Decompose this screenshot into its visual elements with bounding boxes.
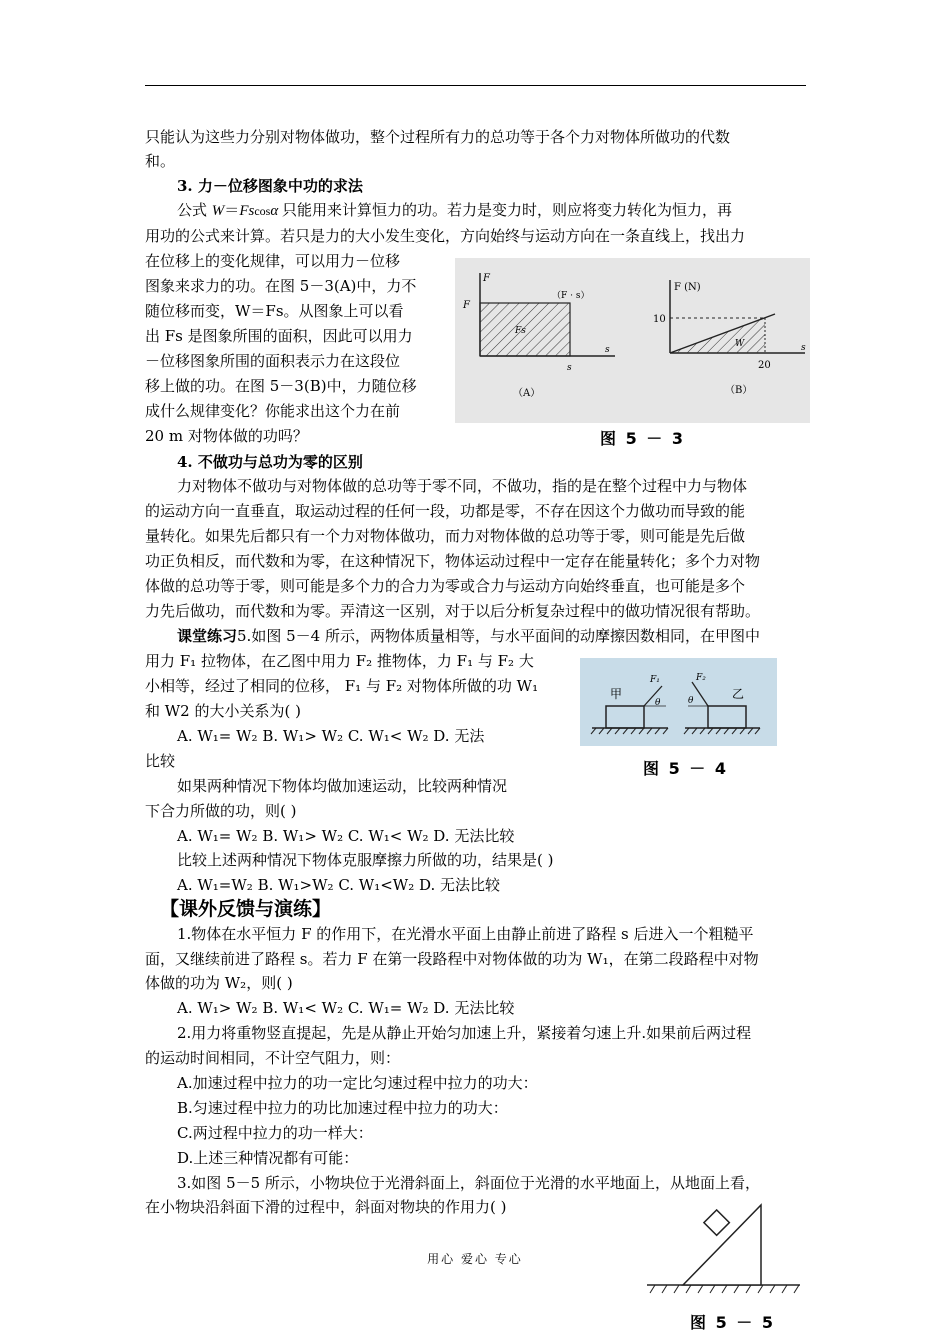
- option: A.加速过程中拉力的功一定比匀速过程中拉力的功大：: [177, 1074, 538, 1092]
- text-line: 力对物体不做功与对物体做的总功等于零不同，不做功，指的是在整个过程中力与物体: [177, 477, 748, 495]
- text-line: 20 m 对物体做的功吗？: [145, 427, 308, 445]
- text-line: 图象来求力的功。在图 5－3(A)中，力不: [145, 277, 417, 295]
- section-heading-feedback: 【课外反馈与演练】: [160, 898, 332, 920]
- svg-text:θ: θ: [688, 696, 694, 706]
- figure-5-3: [455, 258, 810, 423]
- figure-5-5-caption: 图 5 － 5: [690, 1313, 775, 1332]
- text-line: 用功的公式来计算。若只是力的大小发生变化，方向始终与运动方向在一条直线上，找出力: [145, 227, 746, 245]
- text-line: 用力 F₁ 拉物体，在乙图中用力 F₂ 推物体，力 F₁ 与 F₂ 大: [145, 652, 534, 670]
- options-line: A. W₁= W₂ B. W₁> W₂ C. W₁< W₂ D. 无法比较: [177, 827, 515, 845]
- option: D.上述三种情况都有可能：: [177, 1149, 359, 1167]
- text-line: 的运动时间相同，不计空气阻力，则：: [145, 1049, 401, 1067]
- text-line: 体做的功为 W₂，则( ): [145, 974, 293, 992]
- text-line: 随位移而变，W＝Fs。从图象上可以看: [145, 302, 404, 320]
- text-line: 如果两种情况下物体均做加速运动，比较两种情况: [177, 777, 508, 795]
- options-line: A. W₁= W₂ B. W₁> W₂ C. W₁< W₂ D. 无法: [177, 727, 485, 745]
- text-line: 比较上述两种情况下物体克服摩擦力所做的功，结果是( ): [177, 851, 554, 869]
- text-line: 和。: [145, 152, 176, 170]
- formula: W＝Fscosα: [211, 203, 279, 219]
- text-line: 3.如图 5－5 所示，小物块位于光滑斜面上，斜面位于光滑的水平地面上，从地面上看，: [177, 1174, 760, 1192]
- text-line: 出 Fs 是图象所围的面积，因此可以用力: [145, 327, 413, 345]
- label: （F · s）: [552, 291, 590, 301]
- text-line: 在小物块沿斜面下滑的过程中，斜面对物块的作用力( ): [145, 1198, 507, 1216]
- section-heading-4: 4. 不做功与总功为零的区别: [177, 453, 363, 471]
- svg-text:F₁: F₁: [650, 675, 660, 685]
- svg-text:F₂: F₂: [696, 673, 706, 683]
- text-line: 功正负相反，而代数和为零，在这种情况下，物体运动过程中一定存在能量转化；多个力对物: [145, 552, 761, 570]
- text-line: 2.用力将重物竖直提起，先是从静止开始匀加速上升，紧接着匀速上升.如果前后两过程: [177, 1024, 752, 1042]
- text-line: 成什么规律变化？你能求出这个力在前: [145, 402, 401, 420]
- page-footer: 用心 爱心 专心: [427, 1252, 523, 1266]
- header-rule: [145, 85, 806, 86]
- option: C.两过程中拉力的功一样大：: [177, 1124, 373, 1142]
- text-line: －位移图象所围的面积表示力在这段位: [145, 352, 401, 370]
- svg-text:θ: θ: [655, 698, 661, 708]
- figure-5-3-caption: 图 5 － 3: [600, 429, 685, 448]
- section-heading-3: 3. 力－位移图象中功的求法: [177, 177, 363, 195]
- text-line: 和 W2 的大小关系为( ): [145, 702, 301, 720]
- text-line: 下合力所做的功，则( ): [145, 802, 297, 820]
- label: （A）: [513, 388, 541, 399]
- options-line: A. W₁> W₂ B. W₁< W₂ C. W₁= W₂ D. 无法比较: [177, 999, 515, 1017]
- text: 只能用来计算恒力的功。若力是变力时，则应将变力转化为恒力，再: [281, 201, 732, 219]
- text-line: 移上做的功。在图 5－3(B)中，力随位移: [145, 377, 417, 395]
- text-line: 只能认为这些力分别对物体做功，整个过程所有力的总功等于各个力对物体所做功的代数: [145, 128, 731, 146]
- text-line: 比较: [145, 752, 176, 770]
- label: F: [483, 273, 490, 284]
- label: s: [801, 343, 806, 353]
- label: s: [567, 363, 572, 373]
- figure-5-4: [580, 658, 777, 746]
- text-line: 的运动方向一直垂直，取运动过程的任何一段，功都是零，不存在因这个力做功而导致的能: [145, 502, 746, 520]
- exercise-line: 课堂练习5.如图 5－4 所示，两物体质量相等，与水平面间的动摩擦因数相同，在甲图中: [177, 627, 760, 645]
- label: F: [463, 300, 470, 311]
- label: （B）: [725, 385, 753, 396]
- svg-text:乙: 乙: [732, 687, 745, 701]
- options-line: A. W₁=W₂ B. W₁>W₂ C. W₁<W₂ D. 无法比较: [177, 876, 501, 894]
- label: F (N): [674, 282, 701, 293]
- formula-line: [177, 198, 732, 223]
- text-line: 在位移上的变化规律，可以用力－位移: [145, 252, 401, 270]
- figure-5-4-caption: 图 5 － 4: [643, 759, 728, 778]
- text-line: 面，又继续前进了路程 s。若力 F 在第一段路程中对物体做的功为 W₁，在第二段路程中对物: [145, 950, 759, 968]
- text-line: 体做的总功等于零，则可能是多个力的合力为零或合力与运动方向始终垂直，也可能是多个: [145, 577, 746, 595]
- label: 20: [758, 360, 771, 371]
- label: 10: [653, 314, 666, 325]
- text-line: 力先后做功，而代数和为零。弄清这一区别，对于以后分析复杂过程中的做功情况很有帮助。: [145, 602, 761, 620]
- option: B.匀速过程中拉力的功比加速过程中拉力的功大：: [177, 1099, 508, 1117]
- label: Fs: [515, 326, 526, 336]
- text-line: 小相等，经过了相同的位移， F₁ 与 F₂ 对物体所做的功 W₁: [145, 677, 539, 695]
- exercise-label: 课堂练习: [177, 627, 238, 645]
- text: 公式: [177, 201, 208, 219]
- text-line: 量转化。如果先后都只有一个力对物体做功，而力对物体做的总功等于零，则可能是先后做: [145, 527, 746, 545]
- svg-text:甲: 甲: [610, 687, 623, 701]
- label: W: [735, 339, 745, 349]
- label: s: [605, 345, 610, 355]
- small-block: [704, 1210, 729, 1235]
- text-line: 1.物体在水平恒力 F 的作用下，在光滑水平面上由静止前进了路程 s 后进入一个粗糙平: [177, 925, 754, 943]
